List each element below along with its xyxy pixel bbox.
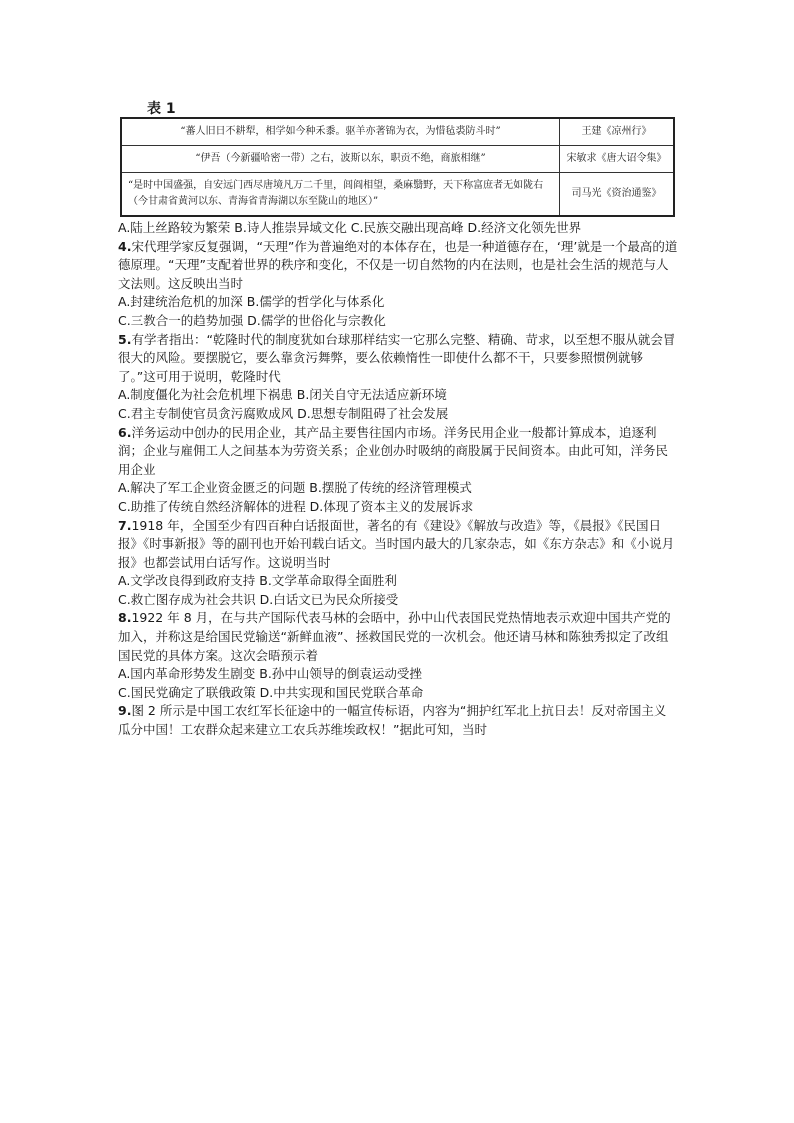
option-line: A.制度僵化为社会危机埋下祸患 B.闭关自守无法适应新环境: [118, 387, 447, 403]
table-row: [121, 146, 674, 173]
option-line: A.解决了军工企业资金匮乏的问题 B.摆脱了传统的经济管理模式: [118, 480, 472, 496]
table-source: 王建《凉州行》: [560, 118, 675, 146]
question-number: 7.: [118, 517, 132, 533]
question-9: [118, 702, 678, 739]
option-line: C.三教合一的趋势加强 D.儒学的世俗化与宗教化: [118, 312, 386, 328]
question-stem: 图 2 所示是中国工农红军长征途中的一幅宣传标语，内容为“拥护红军北上抗日去！反对帝国主义瓜分中国！工农群众起来建立工农兵苏维埃政权！”据此可知，当时: [118, 703, 667, 738]
q3-options: A.陆上丝路较为繁荣 B.诗人推崇异域文化 C.民族交融出现高峰 D.经济文化领先世界: [118, 220, 582, 235]
question-list: [118, 219, 678, 740]
question-stem: 1918 年，全国至少有四百种白话报面世，著名的有《建设》《解放与改造》等，《晨报》《民国日报》《时事新报》等的副刊也开始刊载白话文。当时国内最大的几家杂志，如《东方杂志》和《小说月报》也都尝试用白话写作。这说明当时: [118, 517, 675, 570]
question-number: 6.: [118, 424, 132, 440]
question-6: [118, 424, 678, 517]
table-row: [121, 173, 674, 217]
question-stem: 1922 年 8 月，在与共产国际代表马林的会晤中，孙中山代表国民党热情地表示欢迎中国共产党的加入，并称这是给国民党输送“新鲜血液”、拯救国民党的一次机会。他还请马林和陈独秀拟定了改组国民党的具体方案。这次会晤预示着: [118, 610, 671, 663]
option-line: C.救亡图存成为社会共识 D.白话文已为民众所接受: [118, 591, 399, 607]
question-number: 4.: [118, 238, 132, 254]
question-stem: 宋代理学家反复强调，“天理”作为普遍绝对的本体存在，也是一种道德存在，‘理’就是一个最高的道德原理。“天理”支配着世界的秩序和变化，不仅是一切自然物的内在法则，也是社会生活的规范与人文法则。这反映出当时: [118, 238, 678, 291]
question-5: [118, 331, 678, 424]
question-number: 9.: [118, 703, 132, 719]
table-quote: “是时中国盛强，自安远门西尽唐境凡万二千里，闾阎相望，桑麻翳野，天下称富庶者无如陇右（今甘肃省黄河以东、青海省青海湖以东至陇山的地区）”: [121, 173, 560, 217]
question-number: 5.: [118, 331, 132, 347]
question-stem: 有学者指出：“乾隆时代的制度犹如台球那样结实一它那么完整、精确、苛求，以至想不服从就会冒很大的风险。要摆脱它，要么靠贪污舞弊，要么依赖惰性一即使什么都不干，只要参照惯例就够了。”这可用于说明，乾隆时代: [118, 331, 676, 384]
question-4: [118, 238, 678, 331]
option-line: C.君主专制使官员贪污腐败成风 D.思想专制阻碍了社会发展: [118, 405, 449, 421]
question-8: [118, 609, 678, 702]
question-number: 8.: [118, 610, 132, 626]
question-stem: 洋务运动中创办的民用企业，其产品主要售往国内市场。洋务民用企业一般都计算成本，追逐利润；企业与雇佣工人之间基本为劳资关系；企业创办时吸纳的商股属于民间资本。由此可知，洋务民用企业: [118, 424, 669, 477]
table-quote: “伊吾（今新疆哈密一带）之右，波斯以东，职贡不绝，商旅相继”: [121, 146, 560, 173]
option-line: C.助推了传统自然经济解体的进程 D.体现了资本主义的发展诉求: [118, 498, 474, 514]
source-table: [120, 117, 675, 217]
option-line: C.国民党确定了联俄政策 D.中共实现和国民党联合革命: [118, 684, 424, 700]
table-source: 司马光《资治通鉴》: [560, 173, 675, 217]
option-line: A.国内革命形势发生剧变 B.孙中山领导的倒袁运动受挫: [118, 666, 422, 682]
table-source: 宋敏求《唐大诏令集》: [560, 146, 675, 173]
table-label: 表 1: [147, 101, 176, 117]
table-quote: “蕃人旧日不耕犁，相学如今种禾黍。驱羊亦著锦为衣，为惜毡裘防斗时”: [121, 118, 560, 146]
option-line: A.封建统治危机的加深 B.儒学的哲学化与体系化: [118, 294, 385, 310]
table-row: [121, 118, 674, 146]
question-7: [118, 517, 678, 610]
option-line: A.文学改良得到政府支持 B.文学革命取得全面胜利: [118, 573, 397, 589]
